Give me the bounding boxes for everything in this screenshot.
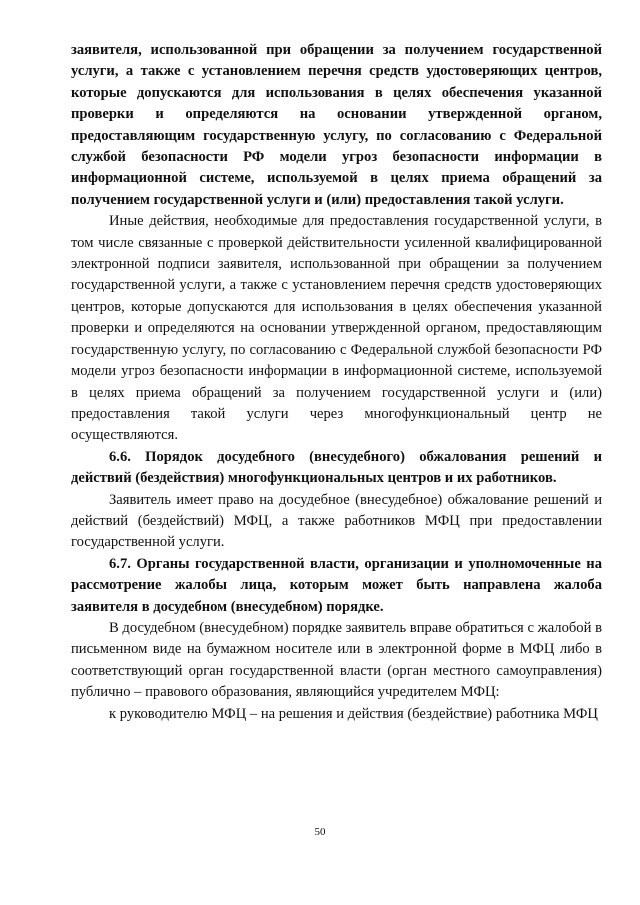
paragraph-appeal-right: Заявитель имеет право на досудебное (внесудебное) обжалование решений и действий (бездействий) МФЦ, а также работников МФЦ при предоставлении государственной услуги. <box>71 491 602 551</box>
paragraph-other-actions: Иные действия, необходимые для предоставления государственной услуги, в том числе связанные с проверкой действительности усиленной квалифицированной электронной подписи заявителя, использованной при обращении за получением государственной услуги, а также с установлением перечня средств удостоверяющих центров, которые допускаются для использования в целях обеспечения указанной проверки и определяются на основании утвержденной органом, предоставляющим государственную услугу, по согласованию с Федеральной службой безопасности РФ модели угроз безопасности информации в информационной системе, используемой в целях приема обращений за получением государственной услуги и (или) предоставления такой услуги через многофункциональный центр не осуществляются. <box>71 213 602 444</box>
paragraph-continuation: заявителя, использованной при обращении за получением государственной услуги, а также с установлением перечня средств удостоверяющих центров, которые допускаются для использования в целях обеспечения указанной проверки и определяются на основании утвержденной органом, предоставляющим государственную услугу, по согласованию с Федеральной службой безопасности РФ модели угроз безопасности информации в информационной системе, используемой в целях приема обращений за получением государственной услуги и (или) предоставления такой услуги. <box>71 42 602 208</box>
section-heading-6-6: 6.6. Порядок досудебного (внесудебного) обжалования решений и действий (бездействия) многофункциональных центров и их работников. <box>71 448 602 487</box>
paragraph-complaint-procedure: В досудебном (внесудебном) порядке заявитель вправе обратиться с жалобой в письменном виде на бумажном носителе или в электронной форме в МФЦ либо в соответствующий орган государственной власти (орган местного самоуправления) публично – правового образования, являющийся учредителем МФЦ: <box>71 619 602 701</box>
page-number: 50 <box>314 826 326 838</box>
body-text <box>71 40 602 725</box>
section-heading-6-7: 6.7. Органы государственной власти, организации и уполномоченные на рассмотрение жалобы лица, которым может быть направлена жалоба заявителя в досудебном (внесудебном) порядке. <box>71 555 602 615</box>
paragraph-to-mfc-head: к руководителю МФЦ – на решения и действия (бездействие) работника МФЦ <box>109 705 598 722</box>
